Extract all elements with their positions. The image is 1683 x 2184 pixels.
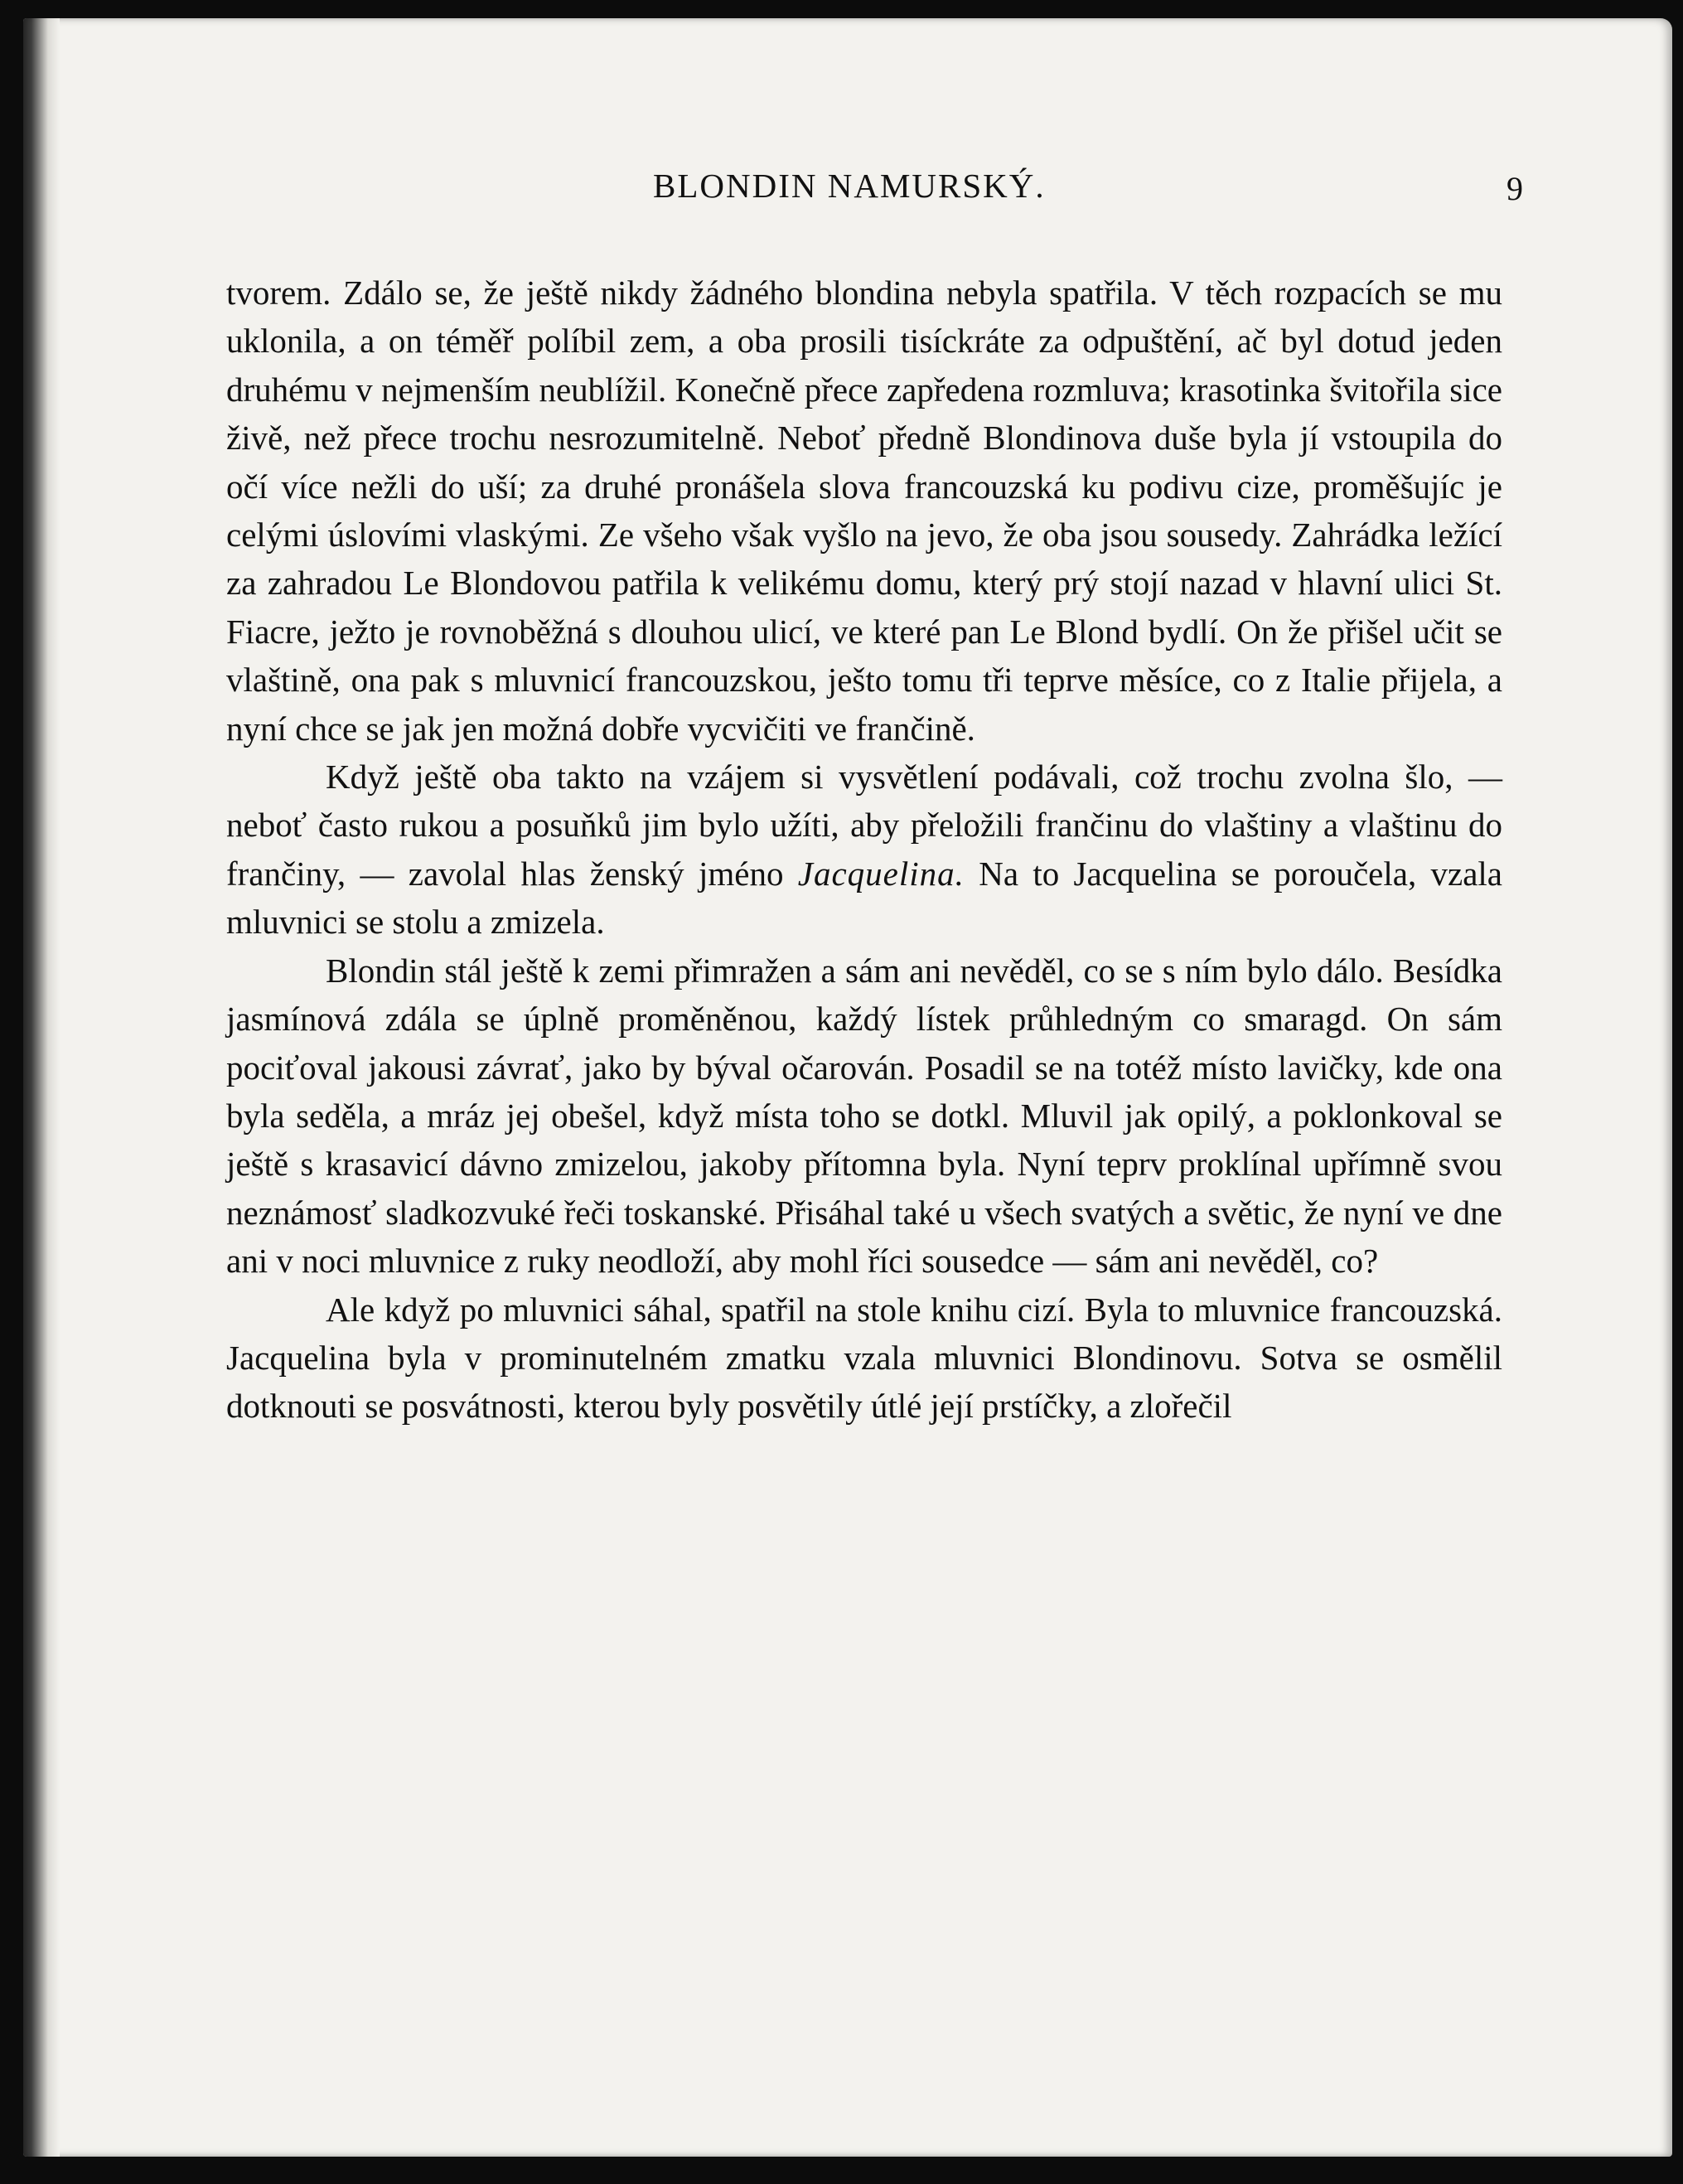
italic-name: Jacquelina.	[797, 854, 965, 893]
running-title: BLONDIN NAMURSKÝ.	[653, 167, 1046, 205]
paragraph-3: Blondin stál ještě k zemi přimražen a sám ani nevěděl, co se s ním bylo dálo. Besídka jasmínová zdála se úplně proměněnou, každý lístek průhledným co smaragd. On sám pociťoval jakousi závrať, jako by býval očarován. Posadil se na totéž místo lavičky, kde ona byla seděla, a mráz jej obešel, když místa toho se dotkl. Mluvil jak opilý, a poklonkoval se ještě s krasavicí dávno zmizelou, jakoby přítomna byla. Nyní teprv proklínal upřímně svou neznámosť sladkozvuké řeči toskanské. Přisáhal také u všech svatých a světic, že nyní ve dne ani v noci mluvnice z ruky neodloží, aby mohl říci sousedce — sám ani nevěděl, co?	[226, 951, 1502, 1281]
paragraph-2-text-start: Když ještě oba takto na vzájem si vysvětlení podávali, což trochu zvolna šlo, — neboť často rukou a posuňků jim bylo užíti, aby přeložili frančinu do vlaštiny a vlaštinu do frančiny, — zavolal hlas ženský jméno	[226, 758, 1502, 893]
paragraph-2	[226, 753, 1502, 947]
book-page	[23, 18, 1672, 2157]
paragraph-2-text-end: Na to Jacquelina se poroučela, vzala mluvnici se stolu a zmizela.	[226, 854, 1502, 942]
page-number: 9	[1506, 170, 1523, 207]
paragraph-4: Ale když po mluvnici sáhal, spatřil na stole knihu cizí. Byla to mluvnice francouzská. Jacquelina byla v prominutelném zmatku vzala mluvnici Blondinovu. Sotva se osmělil dotknouti se posvátnosti, kterou byly posvětily útlé její prstíčky, a zlořečil	[226, 1290, 1502, 1426]
running-head	[230, 166, 1523, 215]
body-text	[226, 269, 1502, 1431]
page-spine-shadow	[23, 18, 60, 2157]
paragraph-1: tvorem. Zdálo se, že ještě nikdy žádného blondina nebyla spatřila. V těch rozpacích se mu uklonila, a on téměř políbil zem, a oba prosili tisíckráte za odpuštění, ač byl dotud jeden druhému v nejmenším neublížil. Konečně přece zapředena rozmluva; krasotinka švitořila sice živě, než přece trochu nesrozumitelně. Neboť předně Blondinova duše byla jí vstoupila do očí více nežli do uší; za druhé pronášela slova francouzská ku podivu cize, proměšujíc je celými úslovími vlaskými. Ze všeho však vyšlo na jevo, že oba jsou sousedy. Zahrádka ležící za zahradou Le Blondovou patřila k velikému domu, který prý stojí nazad v hlavní ulici St. Fiacre, ježto je rovnoběžná s dlouhou ulicí, ve které pan Le Blond bydlí. On že přišel učit se vlaštině, ona pak s mluvnicí francouzskou, ješto tomu tři teprve měsíce, co z Italie přijela, a nyní chce se jak jen možná dobře vycvičiti ve frančině.	[226, 274, 1502, 748]
